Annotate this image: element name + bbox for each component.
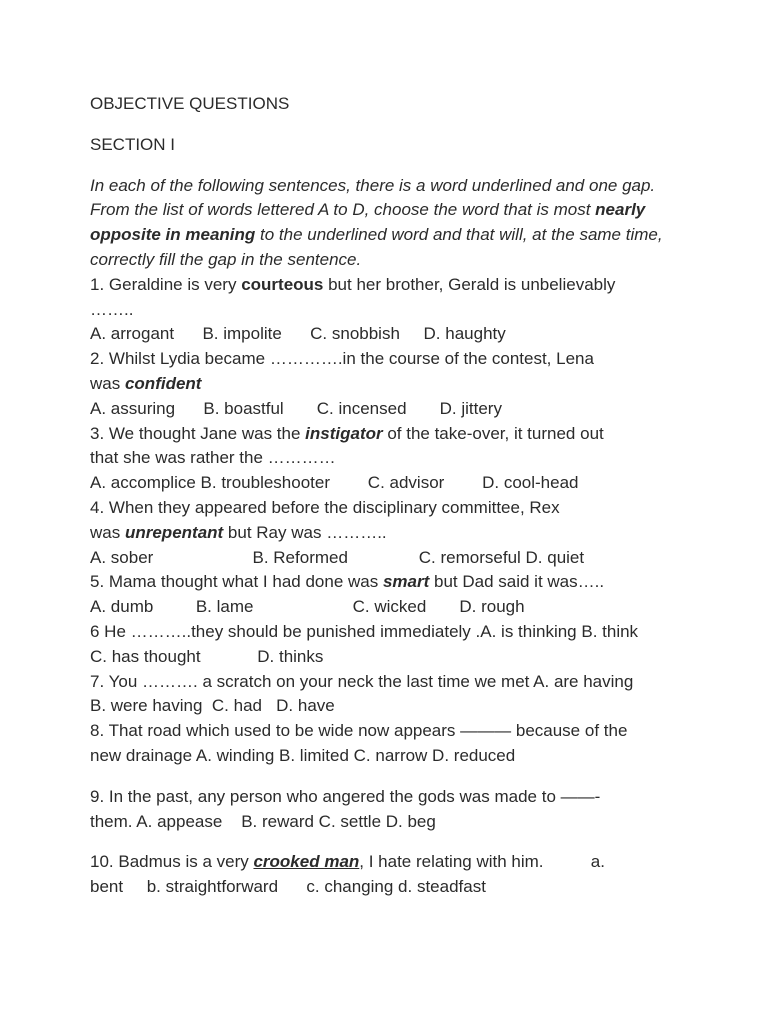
instructions-text-2: to the underlined word and that will, at the same time, correctly fill the gap in the sentence. (90, 225, 663, 269)
question-4-keyword: unrepentant (124, 522, 224, 542)
page-title: OBJECTIVE QUESTIONS (90, 94, 290, 113)
question-1-gap: …….. (90, 299, 134, 319)
question-8-options: new drainage A. winding B. limited C. narrow D. reduced (90, 745, 516, 765)
question-1-stem (90, 273, 690, 298)
question-10-text: 10. Badmus is a very (90, 852, 254, 872)
question-3-stem (90, 422, 690, 447)
question-4-text: was (90, 522, 125, 542)
question-4-stem-cont (90, 521, 690, 546)
question-10-text-end: , I hate relating with him. a. (359, 852, 605, 872)
question-5-stem (90, 570, 690, 595)
question-5-options: A. dumb B. lame C. wicked D. rough (90, 597, 525, 617)
question-2-stem-cont (90, 372, 690, 397)
question-3-options: A. accomplice B. troubleshooter C. advisor D. cool-head (90, 473, 579, 493)
section-heading: SECTION I (90, 134, 176, 154)
question-2-keyword: confident (124, 373, 202, 393)
question-1-keyword: courteous (241, 274, 324, 294)
question-1 (90, 273, 690, 347)
question-7-stem: 7. You ………. a scratch on your neck the last time we met A. are having (90, 671, 634, 691)
question-5-text-end: but Dad said it was….. (429, 572, 605, 592)
question-3 (90, 422, 690, 496)
question-4-stem: 4. When they appeared before the disciplinary committee, Rex (90, 497, 560, 517)
question-9-options: them. A. appease B. reward C. settle D. beg (90, 811, 436, 831)
question-5 (90, 570, 690, 620)
question-1-text-end: but her brother, Gerald is unbelievably (323, 274, 616, 294)
document-page (90, 92, 690, 900)
question-4-options: A. sober B. Reformed C. remorseful D. quiet (90, 547, 585, 567)
question-7-options: B. were having C. had D. have (90, 696, 335, 716)
question-2-options: A. assuring B. boastful C. incensed D. jittery (90, 398, 502, 418)
instructions-emphasis: nearly opposite in meaning (90, 200, 646, 245)
question-3-keyword: instigator (305, 423, 383, 443)
question-2-stem: 2. Whilst Lydia became ………….in the course of the contest, Lena (90, 349, 594, 369)
question-1-text: 1. Geraldine is very (90, 274, 242, 294)
question-9 (90, 785, 690, 835)
instructions-paragraph (90, 174, 690, 273)
question-8 (90, 719, 690, 769)
question-6-options: C. has thought D. thinks (90, 646, 324, 666)
question-4 (90, 496, 690, 570)
question-7 (90, 670, 690, 720)
question-10-stem (90, 850, 690, 875)
question-10 (90, 850, 690, 900)
question-2-text: was (90, 373, 125, 393)
question-10-options: bent b. straightforward c. changing d. steadfast (90, 877, 486, 897)
question-2 (90, 347, 690, 421)
question-4-text-end: but Ray was ……….. (223, 522, 387, 542)
question-3-text: 3. We thought Jane was the (90, 423, 306, 443)
question-6-stem: 6 He ………..they should be punished immediately .A. is thinking B. think (90, 621, 639, 641)
question-3-text-end: of the take-over, it turned out (382, 423, 604, 443)
question-8-stem: 8. That road which used to be wide now appears ——— because of the (90, 721, 628, 741)
question-10-keyword: crooked man (253, 852, 360, 872)
question-6 (90, 620, 690, 670)
question-9-stem: 9. In the past, any person who angered the gods was made to ——- (90, 786, 601, 806)
question-5-text: 5. Mama thought what I had done was (90, 572, 383, 592)
question-5-keyword: smart (382, 572, 430, 592)
instructions-text-1: In each of the following sentences, there is a word underlined and one gap. From the list of words lettered A to D, choose the word that is most (90, 175, 656, 220)
question-3-stem-cont: that she was rather the ………… (90, 448, 336, 468)
question-1-options: A. arrogant B. impolite C. snobbish D. haughty (90, 324, 506, 344)
